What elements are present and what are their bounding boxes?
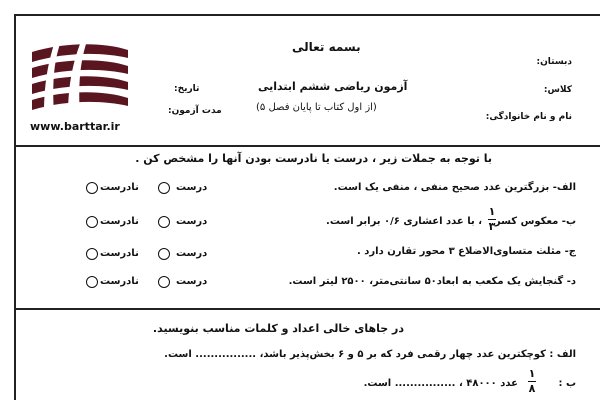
true-radio-b[interactable] [158, 216, 170, 228]
exam-title: آزمون ریاضی ششم ابتدایی [258, 80, 408, 93]
false-radio-c[interactable] [86, 248, 98, 260]
section2-instruction: در جاهای خالی اعداد و کلمات مناسب بنویسید. [152, 322, 404, 335]
date-label: تاریخ: [174, 84, 200, 94]
fraction-denominator: ۳ [488, 220, 496, 233]
question-b-end: ، با عدد اعشاری ۰/۶ برابر است. [326, 216, 482, 227]
basmala: بسمه تعالی [292, 40, 361, 54]
section1-instruction: با توجه به جملات زیر ، درست یا نادرست بودن آنها را مشخص کن . [135, 152, 492, 165]
true-option-label: درست [176, 182, 208, 193]
question-d: د- گنجایش یک مکعب به ابعاد۵۰ سانتی‌متر، ۲۵۰۰ لیتر است. [288, 276, 576, 287]
fill-question-a: الف : کوچکترین عدد چهار رقمی فرد که بر ۵ و ۶ بخش‌پذیر باشد، ................ است. [164, 349, 576, 360]
school-label: دبستان: [536, 57, 572, 67]
barttar-logo [24, 38, 134, 122]
question-c: ج- مثلث متساوی‌الاضلاع ۳ محور تقارن دارد . [356, 246, 576, 257]
fill-question-b-fraction [528, 368, 536, 395]
fill-question-b-end: عدد ۴۸۰۰۰ ، ................ است. [363, 378, 518, 389]
false-option-label: نادرست [100, 276, 139, 287]
false-option-label: نادرست [100, 182, 139, 193]
website-text: www.barttar.ir [30, 120, 120, 133]
false-radio-b[interactable] [86, 216, 98, 228]
true-radio-a[interactable] [158, 182, 170, 194]
question-b-start: ب- معکوس کسر [494, 216, 576, 227]
true-option-label: درست [176, 248, 208, 259]
exam-scope: (از اول کتاب تا پایان فصل ۵) [256, 102, 377, 113]
question-a: الف- بزرگترین عدد صحیح منفی ، منفی یک است. [333, 182, 576, 193]
true-option-label: درست [176, 216, 208, 227]
question-b-fraction [488, 206, 496, 233]
false-option-label: نادرست [100, 216, 139, 227]
fill-question-b-start: ب : [558, 378, 576, 389]
header-divider [14, 145, 600, 147]
true-option-label: درست [176, 276, 208, 287]
fraction-denominator: ۸ [528, 382, 536, 395]
name-label: نام و نام خانوادگی: [485, 112, 572, 122]
section-divider [14, 308, 600, 310]
false-option-label: نادرست [100, 248, 139, 259]
false-radio-a[interactable] [86, 182, 98, 194]
true-radio-d[interactable] [158, 276, 170, 288]
class-label: کلاس: [543, 85, 572, 95]
false-radio-d[interactable] [86, 276, 98, 288]
duration-label: مدت آزمون: [168, 106, 222, 116]
fraction-numerator: ۱ [528, 367, 536, 380]
fraction-numerator: ۱ [488, 205, 496, 218]
true-radio-c[interactable] [158, 248, 170, 260]
